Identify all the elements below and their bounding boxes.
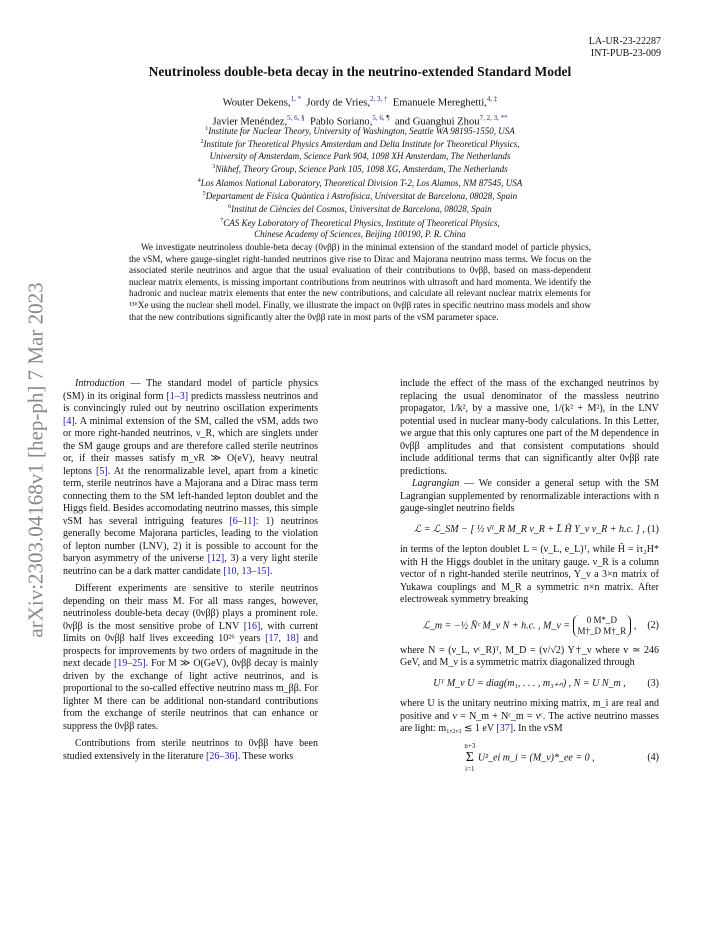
citation-link[interactable]: [6–11]	[229, 515, 256, 527]
citation-link[interactable]: [12]	[207, 553, 225, 564]
equation-3	[400, 678, 659, 691]
author-sup[interactable]: 7, 2, 3, **	[479, 113, 508, 122]
affiliation-text: Los Alamos National Laboratory, Theoretical Division T-2, Los Alamos, NM 87545, USA	[200, 177, 523, 188]
affiliations	[0, 124, 720, 241]
paper-title: Neutrinoless double-beta decay in the neutrino-extended Standard Model	[148, 64, 572, 79]
citation-link[interactable]: [4]	[63, 415, 75, 427]
text-run: Different experiments are sensitive to sterile neutrinos depending on their mass M. For all mass ranges, however, neutrinoless double-beta decay (0νββ) plays a prominent role. 0νββ is the most sensitive probe of LNV	[63, 583, 318, 632]
equation-number: (1)	[647, 523, 659, 535]
text-run: .	[269, 565, 273, 577]
affiliation	[0, 202, 720, 215]
text-run: . In the νSM	[513, 723, 563, 734]
text-run: , 3) a very light sterile neutrino can be a dark matter candidate	[63, 553, 318, 577]
equation-number: (3)	[647, 677, 659, 689]
author-name: Javier Menéndez,	[212, 116, 288, 128]
report-number: INT-PUB-23-009	[590, 48, 661, 59]
arxiv-sidebar	[23, 250, 48, 670]
matrix-row: M†_D M†_R	[577, 625, 627, 636]
author-sup[interactable]: 5, 6, §	[287, 113, 305, 122]
author-sup[interactable]: 2, 3, †	[369, 95, 388, 103]
affiliation-number: 4	[197, 177, 201, 184]
section-heading: Lagrangian	[412, 478, 460, 489]
affiliation-text: Chinese Academy of Sciences, Beijing 100190, P. R. China	[254, 229, 466, 240]
text-run: . At the renormalizable level, apart from a kinetic term, sterile neutrinos have a Majorana and a Dirac mass term connecting them to the SM left-handed lepton doublet and the Higgs field. Besides accomodating neutrino masses, this simple νSM has several intriguing features	[63, 465, 318, 527]
report-numbers	[589, 36, 661, 60]
abstract: We investigate neutrinoless double-beta decay (0νββ) in the minimal extension of the standard model of particle physics, the νSM, where gauge-singlet right-handed neutrinos give rise to Dirac and Majorana neutrino mass terms. We focus on the associated sterile neutrinos and argue that the usual evaluation of their contributions to 0νββ, based on mass-dependent nuclear matrix elements, is missing important contributions from neutrinos with ultrasoft and hard momenta. We identify the hadronic and nuclear matrix elements that enter the new contributions, and calculate all relevant nuclear matrix elements for ¹³⁶Xe using the nuclear shell model. Finally, we illustrate the impact on 0νββ rates in specific neutrino mass models and show that the new contributions significantly alter the 0νββ rate in most parts of the νSM parameter space.	[129, 242, 591, 322]
citation-link[interactable]: [10, 13–15]	[223, 565, 270, 577]
affiliation-text: CAS Key Laboratory of Theoretical Physics, Institute of Theoretical Physics,	[223, 217, 500, 228]
paragraph	[400, 698, 659, 736]
affiliation-text: University of Amsterdam, Science Park 904, 1098 XH Amsterdam, The Netherlands	[209, 150, 511, 161]
text-run: where U is the unitary neutrino mixing matrix, m_i are real and positive and ν = N_m + Nᶜ_m = νᶜ. The active neutrino masses are light: m₁,₂,₃ ≲ 1 eV	[400, 698, 659, 734]
paragraph-lagrangian	[400, 478, 659, 516]
author-name: Jordy de Vries,	[306, 97, 370, 109]
citation-link[interactable]: [5]	[96, 465, 108, 477]
text-run: and prospects for improvements by two orders of magnitude in the next decade	[63, 633, 318, 669]
text-run: . A minimal extension of the SM, called the νSM, adds two or more right-handed neutrinos, ν_R, which are singlets under the SM gauge groups and are therefore called sterile neutrinos or, if their masses satisfy m_νR ≫ O(eV), heavy neutral leptons	[63, 415, 318, 477]
section-heading: Introduction	[75, 378, 125, 389]
text-run: . These works	[237, 750, 294, 762]
affiliation-number: 7	[220, 217, 224, 224]
equation-text: ℒ_m = −½ N̄ᶜ M_ν N + h.c. , M_ν =	[422, 619, 571, 631]
paragraph: include the effect of the mass of the exchanged neutrinos by replacing the usual denominator of the massless neutrino propagator, 1/k², by a massive one, 1/(k² + M²), in the LNV potential used in nuclear many-body calculations. In this Letter, we argue that this only captures one part of the M dependence in 0νββ amplitudes and that consistent computations should include additional terms that can significantly alter 0νββ rate predictions.	[400, 378, 659, 477]
affiliation-number: 5	[202, 191, 206, 198]
citation-link[interactable]: [16]	[243, 620, 261, 632]
affiliation-text: Institute for Nuclear Theory, University of Washington, Seattle WA 98195-1550, USA	[208, 126, 515, 136]
paragraph-introduction	[63, 378, 318, 578]
affiliation-text: Institute for Theoretical Physics Amsterdam and Delta Institute for Theoretical Physics,	[203, 139, 520, 150]
affiliation-number: 6	[228, 204, 232, 211]
paragraph	[63, 583, 318, 733]
arxiv-id: arXiv:2303.04168v1 [hep-ph] 7 Mar 2023	[23, 282, 48, 638]
author-name: and Guanghui Zhou	[394, 116, 480, 128]
affiliation-text: Institut de Ciències del Cosmos, Universitat de Barcelona, 08028, Spain	[231, 204, 492, 215]
citation-link[interactable]: [19–25]	[113, 658, 146, 669]
affiliation-text: Departament de Física Quàntica i Astrofísica, Universitat de Barcelona, 08028, Spain	[205, 191, 518, 202]
sigma-symbol: Σ	[465, 749, 474, 765]
paragraph	[63, 738, 318, 763]
equation-body: Uᵀ M_ν U = diag(m₁, . . . , m₃₊ₙ) , N = U N_m ,	[433, 677, 626, 689]
paragraph: in terms of the lepton doublet L = (ν_L, e_L)ᵀ, while H̃ = iτ₂H* with H the Higgs doublet in the unitary gauge. ν_R is a column vector of n right-handed sterile neutrinos, Y_ν a 3×n matrix of Yukawa couplings and M_R a symmetric n×n matrix. After electroweak symmetry breaking	[400, 544, 659, 605]
right-column	[400, 378, 659, 782]
sum-lower-limit: i=1	[465, 764, 475, 773]
citation-link[interactable]: [37]	[496, 723, 514, 734]
affiliation	[0, 216, 720, 229]
affiliation-number: 3	[212, 164, 216, 171]
citation-link[interactable]: [26–36]	[206, 750, 238, 762]
report-number: LA-UR-23-22287	[588, 36, 661, 47]
text-run: predicts massless neutrinos and is convincingly ruled out by neutrino oscillation experiments	[63, 390, 318, 414]
equation-number: (2)	[647, 619, 659, 631]
equation-1	[400, 524, 659, 537]
affiliation	[0, 137, 720, 150]
author-sup[interactable]: 4, ‡	[486, 95, 498, 103]
citation-link[interactable]: [17, 18]	[265, 633, 299, 644]
author-name: Pablo Soriano,	[309, 116, 373, 128]
equation-body: ℒ_m = −½ N̄ᶜ M_ν N + h.c. , M_ν = 0 M*_D M†_D M†_R ,	[422, 614, 637, 636]
sum-upper-limit: n+3	[464, 741, 476, 750]
author-name: Wouter Dekens,	[222, 97, 291, 109]
author-sup[interactable]: 1, *	[290, 95, 302, 103]
affiliation	[0, 124, 720, 137]
left-column	[63, 378, 318, 763]
summation	[464, 742, 475, 774]
equation-number: (4)	[647, 751, 659, 763]
equation-body	[464, 742, 594, 774]
matrix-row: 0 M*_D	[586, 614, 618, 625]
author-sup[interactable]: 5, 6, ¶	[372, 113, 390, 122]
affiliation	[0, 229, 720, 240]
affiliation	[0, 176, 720, 189]
text-run: : 1) neutrinos generally become Majorana particles, leading to the violation of lepton number (LNV), 2) it is possible to account for the baryon asymmetry of the universe	[63, 515, 318, 564]
affiliation	[0, 151, 720, 162]
affiliation	[0, 189, 720, 202]
text-run: . For M ≫ O(GeV), 0νββ decay is mainly driven by the exchange of light active neutrinos, and is proportional to the so-called effective neutrino mass m_ββ. For lighter M there can be additional non-standard contributions from the exchange of sterile neutrinos that can enhance or suppress the 0νββ rates.	[63, 658, 318, 732]
text-run: — We consider a general setup with the SM Lagrangian supplemented by renormalizable interactions with n gauge-singlet neutrino fields	[400, 478, 659, 514]
text-run: , with current limits on 0νββ half lives exceeding 10²⁶ years	[63, 620, 318, 644]
text-run: Contributions from sterile neutrinos to 0νββ have been studied extensively in the literature	[63, 738, 318, 762]
equation-4	[400, 742, 659, 774]
equation-body: ℒ = ℒ_SM − [ ½ ν̄ᶜ_R M_R ν_R + L̄ H̃ Y_ν ν_R + h.c. ] ,	[414, 523, 645, 535]
citation-link[interactable]: [1–3]	[166, 390, 189, 402]
equation-text: U²_ei m_i = (M_ν)*_ee = 0 ,	[477, 751, 595, 763]
author-name: Emanuele Mereghetti,	[392, 97, 487, 109]
affiliation	[0, 162, 720, 175]
mass-matrix	[573, 615, 632, 637]
paragraph: where N = (ν_L, νᶜ_R)ᵀ, M_D = (v/√2) Y†_ν where v ≃ 246 GeV, and M_ν is a symmetric matrix diagonalized through	[400, 644, 659, 668]
equation-2	[400, 615, 659, 637]
author-line	[0, 92, 720, 111]
text-run: — The standard model of particle physics (SM) in its original form	[63, 378, 318, 402]
affiliation-number: 2	[200, 139, 204, 146]
affiliation-text: Nikhef, Theory Group, Science Park 105, 1098 XG, Amsterdam, The Netherlands	[215, 164, 508, 175]
affiliation-number: 1	[205, 126, 209, 132]
